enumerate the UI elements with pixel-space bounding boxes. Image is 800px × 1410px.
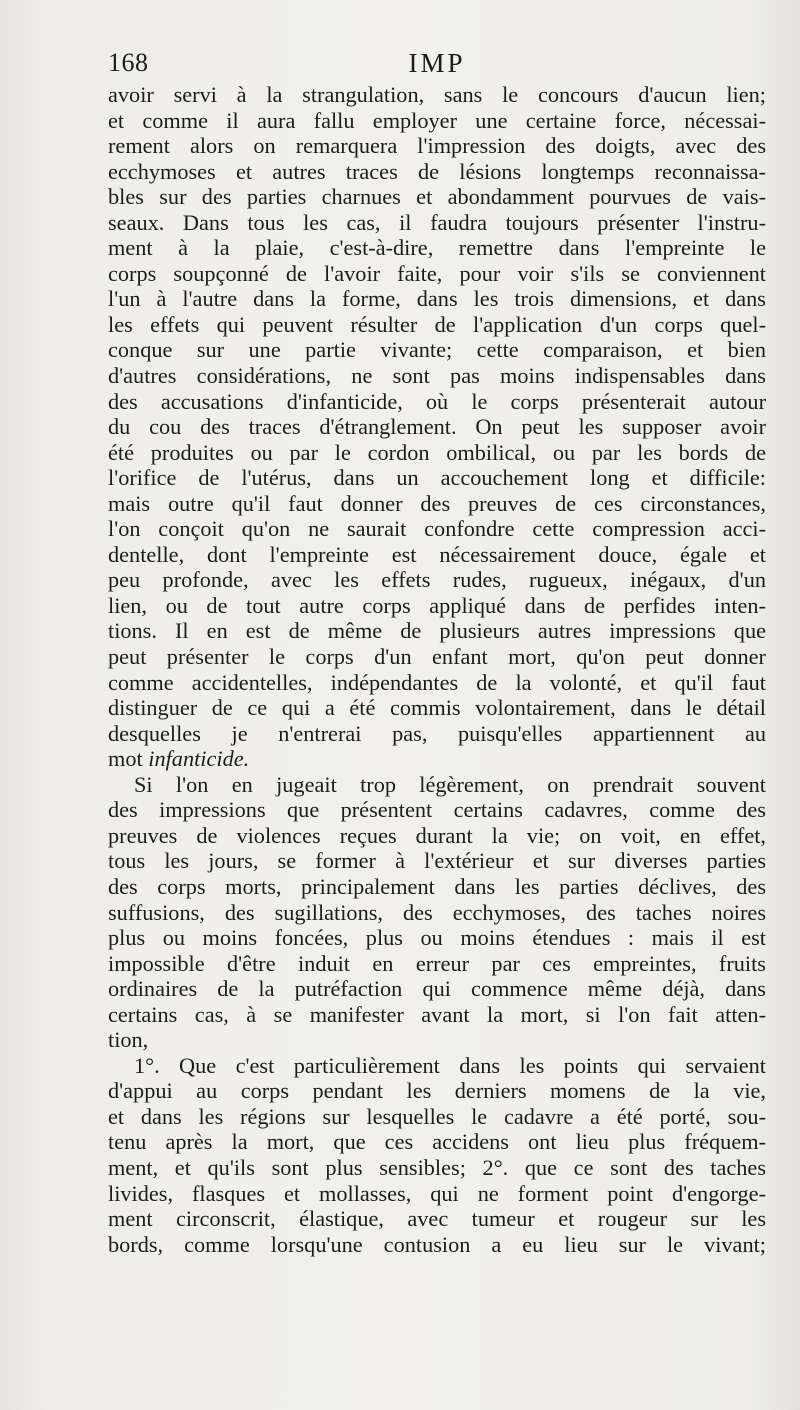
- text-line: bles sur des parties charnues et abondamment pourvues de vais-: [108, 184, 766, 210]
- text-line: ordinaires de la putréfaction qui commence même déjà, dans: [108, 976, 766, 1002]
- text-line: tenu après la mort, que ces accidens ont lieu plus fréquem-: [108, 1129, 766, 1155]
- text-line: 1°. Que c'est particulièrement dans les points qui servaient: [134, 1052, 766, 1078]
- page-number: 168: [108, 48, 149, 77]
- text-line: des corps morts, principalement dans les parties déclives, des: [108, 873, 766, 899]
- text-line: certains cas, à se manifester avant la mort, si l'on fait atten-: [108, 1001, 766, 1027]
- text-line: l'un à l'autre dans la forme, dans les trois dimensions, et dans: [108, 286, 766, 312]
- text-line: l'on conçoit qu'on ne saurait confondre cette compression acci-: [108, 516, 766, 542]
- text-line: suffusions, des sugillations, des ecchymoses, des taches noires: [108, 899, 766, 925]
- text-line: livides, flasques et mollasses, qui ne forment point d'engorge-: [108, 1180, 766, 1206]
- text-line: ment, et qu'ils sont plus sensibles; 2°. que ce sont des taches: [108, 1154, 766, 1180]
- page-header: [108, 48, 766, 82]
- text-line: lien, ou de tout autre corps appliqué dans de perfides inten-: [108, 592, 766, 618]
- text-line: desquelles je n'entrerai pas, puisqu'elles appartiennent au: [108, 720, 766, 746]
- text-line: ecchymoses et autres traces de lésions longtemps reconnaissa-: [108, 158, 766, 184]
- text-line: comme accidentelles, indépendantes de la volonté, et qu'il faut: [108, 669, 766, 695]
- text-line: du cou des traces d'étranglement. On peut les supposer avoir: [108, 414, 766, 440]
- text-line: ment circonscrit, élastique, avec tumeur et rougeur sur les: [108, 1206, 766, 1232]
- text-line: Si l'on en jugeait trop légèrement, on prendrait souvent: [134, 771, 766, 797]
- text-line: peut présenter le corps d'un enfant mort, qu'on peut donner: [108, 644, 766, 670]
- text-line: ment à la plaie, c'est-à-dire, remettre dans l'empreinte le: [108, 235, 766, 261]
- text-line: conque sur une partie vivante; cette comparaison, et bien: [108, 337, 766, 363]
- text-line: des impressions que présentent certains cadavres, comme des: [108, 797, 766, 823]
- text-line: plus ou moins foncées, plus ou moins étendues : mais il est: [108, 925, 766, 951]
- text-line: distinguer de ce qui a été commis volontairement, dans le détail: [108, 695, 766, 721]
- text-line: d'appui au corps pendant les derniers momens de la vie,: [108, 1078, 766, 1104]
- text-line: tion,: [108, 1027, 149, 1053]
- running-head: IMP: [408, 48, 466, 78]
- text-line: preuves de violences reçues durant la vie; on voit, en effet,: [108, 822, 766, 848]
- paragraph-end-line: [108, 746, 766, 772]
- text-line: l'orifice de l'utérus, dans un accouchement long et difficile:: [108, 465, 766, 491]
- text-line: seaux. Dans tous les cas, il faudra toujours présenter l'instru-: [108, 209, 766, 235]
- text-fragment: mot: [108, 746, 143, 772]
- italic-term: infanticide.: [148, 746, 250, 772]
- text-line: d'autres considérations, ne sont pas moins indispensables dans: [108, 363, 766, 389]
- text-line: des accusations d'infanticide, où le corps présenterait autour: [108, 388, 766, 414]
- text-line: mais outre qu'il faut donner des preuves de ces circonstances,: [108, 490, 766, 516]
- text-line: et comme il aura fallu employer une certaine force, nécessai-: [108, 107, 766, 133]
- text-line: tous les jours, se former à l'extérieur et sur diverses parties: [108, 848, 766, 874]
- text-line: rement alors on remarquera l'impression des doigts, avec des: [108, 133, 766, 159]
- text-line: et dans les régions sur lesquelles le cadavre a été porté, sou-: [108, 1103, 766, 1129]
- text-line: impossible d'être induit en erreur par ces empreintes, fruits: [108, 950, 766, 976]
- text-line: bords, comme lorsqu'une contusion a eu lieu sur le vivant;: [108, 1231, 766, 1257]
- text-line: dentelle, dont l'empreinte est nécessairement douce, égale et: [108, 541, 766, 567]
- text-line: peu profonde, avec les effets rudes, rugueux, inégaux, d'un: [108, 567, 766, 593]
- text-line: été produites ou par le cordon ombilical, ou par les bords de: [108, 439, 766, 465]
- body-text: [108, 82, 766, 1257]
- text-line: corps soupçonné de l'avoir faite, pour voir s'ils se conviennent: [108, 260, 766, 286]
- text-line: les effets qui peuvent résulter de l'application d'un corps quel-: [108, 311, 766, 337]
- text-line: tions. Il en est de même de plusieurs autres impressions que: [108, 618, 766, 644]
- text-line: avoir servi à la strangulation, sans le concours d'aucun lien;: [108, 82, 766, 107]
